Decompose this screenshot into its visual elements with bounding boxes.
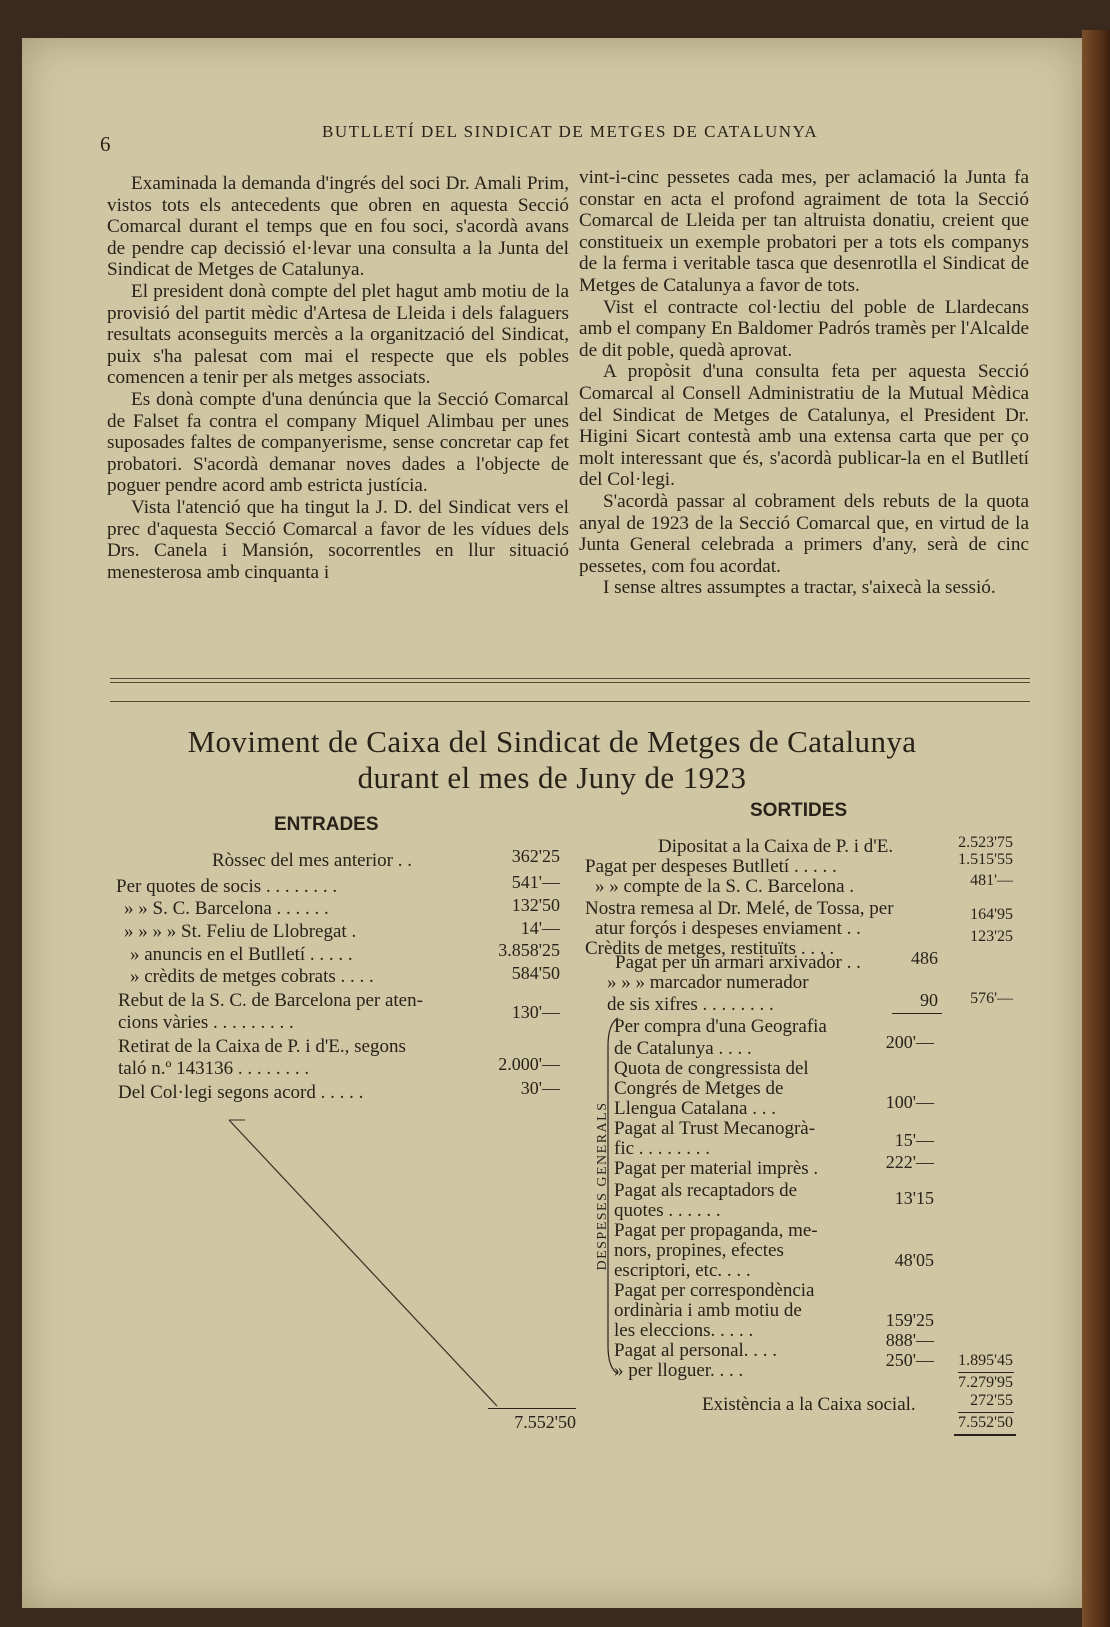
- group-row-label: les eleccions. . . . .: [614, 1320, 754, 1341]
- page-number: 6: [100, 132, 111, 156]
- running-head: BUTLLETÍ DEL SINDICAT DE METGES DE CATALUNYA: [322, 122, 819, 141]
- paragraph: S'acordà passar al cobrament dels rebuts de la quota anyal de 1923 de la Secció Comarcal que, en virtud de la Junta General celebrada a primers d'any, serà de cinc pessetes, com fou acordat.: [579, 490, 1029, 577]
- group-row-label: Congrés de Metges de: [614, 1078, 784, 1099]
- divider: [110, 678, 1030, 679]
- entrades-heading: ENTRADES: [274, 814, 379, 835]
- group-row-amount: 48'05: [894, 1250, 934, 1270]
- sortides-row-amount: 481'—: [970, 872, 1013, 889]
- paragraph: Es donà compte d'una denúncia que la Secció Comarcal de Falset fa contra el company Miquel Alimbau per unes suposades faltes de companyerisme, sense concretar cap fet probatori. S'acordà demanar noves dades a l'objecte de poguer pendre acord amb estricta justícia.: [107, 388, 569, 497]
- entrades-row-label: Del Col·legi segons acord . . . . .: [118, 1082, 364, 1103]
- report-subtitle: durant el mes de Juny de 1923: [357, 760, 747, 795]
- paragraph: Vist el contracte col·lectiu del poble de Llardecans amb el company En Baldomer Padrós tramès per l'Alcalde de dit poble, quedà aprovat.: [579, 296, 1029, 361]
- sortides-row-label: » » compte de la S. C. Barcelona .: [595, 876, 855, 897]
- paragraph: A propòsit d'una consulta feta per aquesta Secció Comarcal al Consell Administratiu de la Mutual Mèdica del Sindicat de Metges de Catalunya, el President Dr. Higini Sicart contestà amb una extensa carta que per ço molt interessant que és, s'acordà publicar-la en el Butlletí del Col·legi.: [579, 361, 1029, 491]
- group-row-label: Pagat per material imprès .: [614, 1158, 819, 1179]
- paragraph: Vista l'atenció que ha tingut la J. D. del Sindicat vers el prec d'aquesta Secció Comarcal a favor de les vídues dels Drs. Canela i Mansión, socorrentles en llur situació menesterosa amb cinquanta i: [107, 496, 569, 583]
- entrades-row-amount: 541'—: [511, 872, 560, 892]
- entrades-row-amount: 132'50: [511, 895, 560, 915]
- sortides-subtotal: 7.279'95: [958, 1374, 1013, 1391]
- existencia-amount: 272'55: [970, 1392, 1013, 1409]
- group-row-amount: 222'—: [885, 1152, 934, 1172]
- group-row-label: Quota de congressista del: [614, 1058, 809, 1079]
- left-text-column: [107, 173, 569, 583]
- group-row-label: Pagat als recaptadors de: [614, 1180, 798, 1201]
- divider: [110, 682, 1030, 683]
- entrades-row-label: Ròssec del mes anterior . .: [212, 850, 412, 871]
- existencia-label: Existència a la Caixa social.: [702, 1394, 916, 1415]
- entrades-row-label: Per quotes de socis . . . . . . . .: [116, 876, 338, 897]
- entrades-row-label: » » S. C. Barcelona . . . . . .: [124, 898, 329, 919]
- entrades-row-label: taló n.º 143136 . . . . . . . .: [118, 1058, 310, 1079]
- document-page: [22, 38, 1082, 1608]
- group-row-label: Pagat per correspondència: [614, 1280, 815, 1301]
- entrades-row-label: » » » » St. Feliu de Llobregat .: [124, 921, 357, 942]
- sortides-row-label: atur forçós i despeses enviament . .: [595, 918, 861, 939]
- paragraph: El president donà compte del plet hagut amb motiu de la provisió del partit mèdic d'Artesa de Lleida i dels falaguers resultats aconseguits mercès a la organització del Sindicat, puix s'ha palesat com mai el respecte que els pobles comencen a tenir per als metges associats.: [107, 280, 569, 389]
- group-row-label: fic . . . . . . . .: [614, 1138, 711, 1159]
- entrades-row-label: cions vàries . . . . . . . . .: [118, 1012, 294, 1033]
- total-rule: [958, 1412, 1014, 1413]
- sortides-row-amount: 486: [911, 948, 938, 968]
- group-row-label: ordinària i amb motiu de: [614, 1300, 802, 1321]
- sortides-row-amount: 1.515'55: [958, 851, 1013, 868]
- group-row-amount: 200'—: [885, 1032, 934, 1052]
- entrades-row-amount: 3.858'25: [498, 940, 560, 960]
- entrades-total: 7.552'50: [514, 1412, 576, 1432]
- subtotal-rule: [892, 1013, 942, 1014]
- sortides-row-amount: 123'25: [970, 928, 1013, 945]
- group-row-label: Pagat al Trust Mecanogrà-: [614, 1118, 816, 1139]
- sortides-row-label: » » » marcador numerador: [607, 972, 809, 993]
- group-row-amount: 250'—: [885, 1350, 934, 1370]
- double-rule: [954, 1434, 1016, 1436]
- entrades-row-amount: 30'—: [520, 1078, 560, 1098]
- paragraph: I sense altres assumptes a tractar, s'aixecà la sessió.: [603, 577, 996, 599]
- right-text-column: [579, 167, 1029, 599]
- group-row-amount: 100'—: [885, 1092, 934, 1112]
- sortides-row-label: Pagat per despeses Butlletí . . . . .: [585, 856, 837, 877]
- sortides-row-label: Dipositat a la Caixa de P. i d'E.: [658, 836, 894, 857]
- sortides-row-amount: 2.523'75: [958, 834, 1013, 851]
- entrades-row-amount: 2.000'—: [498, 1054, 560, 1074]
- group-row-label: quotes . . . . . .: [614, 1200, 721, 1221]
- sortides-row-amount: 90: [920, 990, 938, 1010]
- subtotal-rule: [958, 1372, 1014, 1373]
- entrades-row-amount: 130'—: [511, 1002, 560, 1022]
- entrades-row-label: » anuncis en el Butlletí . . . . .: [130, 944, 353, 965]
- group-row-amount: 888'—: [885, 1330, 934, 1350]
- cancellation-diagonal: [227, 1118, 527, 1418]
- entrades-row-amount: 584'50: [511, 963, 560, 983]
- group-row-label: Llengua Catalana . . .: [614, 1098, 776, 1119]
- group-row-amount: 13'15: [894, 1188, 934, 1208]
- paragraph: Examinada la demanda d'ingrés del soci Dr. Amali Prim, vistos tots els antecedents que obren en aquesta Secció Comarcal durant el temps que en fou soci, s'acordà avans de pendre cap decissió el·levar una consulta a la Junta del Sindicat de Metges de Catalunya.: [107, 173, 569, 281]
- sortides-heading: SORTIDES: [750, 800, 848, 821]
- report-title: Moviment de Caixa del Sindicat de Metges de Catalunya: [187, 724, 917, 759]
- sortides-row-label: Crèdits de metges, restituïts . . . .: [585, 938, 835, 959]
- group-row-amount: 15'—: [894, 1130, 934, 1150]
- paragraph: vint-i-cinc pessetes cada mes, per aclamació la Junta fa constar en acta el profond agraiment de tota la Secció Comarcal de Lleida per tan altruista donatiu, creient que constitueix un exemple probatori per a tots els companys de la ferma i veritable tasca que desenrotlla el Sindicat de Metges de Catalunya a favor de tots.: [579, 167, 1029, 296]
- sortides-row-label: Nostra remesa al Dr. Melé, de Tossa, per: [585, 898, 894, 919]
- divider: [110, 701, 1030, 702]
- group-row-amount: 159'25: [885, 1310, 934, 1330]
- book-spine: [1082, 30, 1110, 1627]
- sortides-row-total: 576'—: [970, 990, 1013, 1007]
- despeses-generals-label: DESPESES GENERALS: [595, 1101, 610, 1271]
- entrades-row-label: Retirat de la Caixa de P. i d'E., segons: [118, 1036, 406, 1057]
- sortides-row-label: Pagat per un armari arxivador . .: [615, 952, 861, 973]
- entrades-row-amount: 362'25: [511, 846, 560, 866]
- group-row-label: de Catalunya . . . .: [614, 1038, 752, 1059]
- group-row-label: escriptori, etc. . . .: [614, 1260, 751, 1281]
- group-row-label: Pagat per propaganda, me-: [614, 1220, 818, 1241]
- group-row-label: » per lloguer. . . .: [614, 1360, 744, 1381]
- entrades-row-label: Rebut de la S. C. de Barcelona per aten-: [118, 990, 423, 1011]
- group-row-label: nors, propines, efectes: [614, 1240, 784, 1261]
- group-row-label: Per compra d'una Geografia: [614, 1016, 827, 1037]
- sortides-total: 7.552'50: [958, 1414, 1013, 1431]
- entrades-row-amount: 14'—: [520, 918, 560, 938]
- sortides-row-amount: 164'95: [970, 906, 1013, 923]
- group-row-label: Pagat al personal. . . .: [614, 1340, 778, 1361]
- entrades-row-label: » crèdits de metges cobrats . . . .: [130, 966, 374, 987]
- group-total: 1.895'45: [958, 1352, 1013, 1369]
- total-rule: [488, 1408, 576, 1409]
- sortides-row-label: de sis xifres . . . . . . . .: [607, 994, 774, 1015]
